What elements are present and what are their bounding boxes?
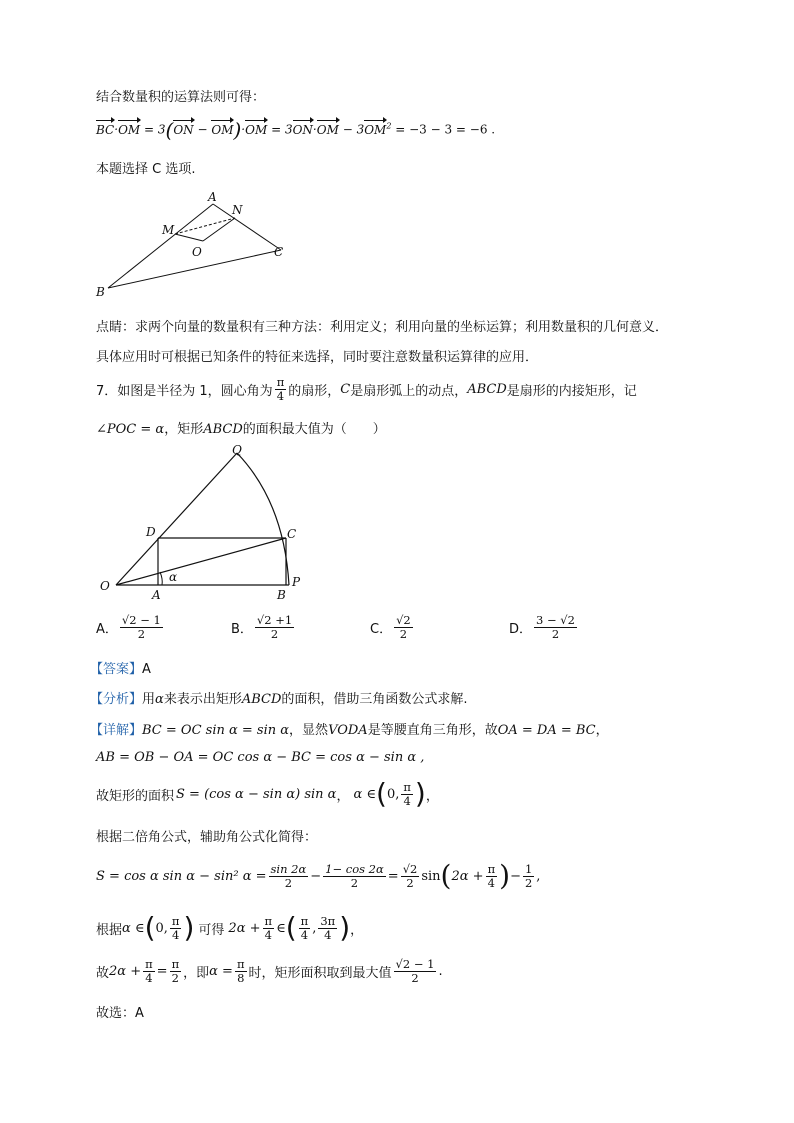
vec-on-2: ON xyxy=(292,122,313,137)
vec-om-2: OM xyxy=(211,122,234,137)
label-c: C xyxy=(274,245,284,259)
coef-3: 3 xyxy=(157,122,166,137)
label-a2: A xyxy=(152,588,161,602)
label-b: B xyxy=(96,285,105,299)
vec-om-4: OM xyxy=(316,122,339,137)
angle-arc xyxy=(160,572,162,585)
answer-text: A xyxy=(142,662,151,677)
detail-line-1: 【详解】BC = OC sin α = sin α，显然VODA是等腰直角三角形，故OA = DA = BC， xyxy=(90,723,609,738)
analysis-tag: 【分析】 xyxy=(90,692,143,707)
option-b[interactable]: B． $\frac{√2 +1}{2}$ xyxy=(231,613,293,641)
detail-line-2: AB = OB − OA = OC cos α − BC = cos α − sin α , xyxy=(96,750,425,765)
question-7-line-1 xyxy=(96,376,637,403)
choose-line: 本题选择 C 选项. xyxy=(96,162,196,177)
label-alpha: α xyxy=(169,570,178,584)
triangle-figure xyxy=(92,188,302,300)
final-answer-line: 故选：A xyxy=(96,1006,144,1021)
answer-line xyxy=(90,658,151,677)
detail-line-6: 根据 α ∈ ( 0, $\frac{\pi}{4}$ ) 可得 2α + $\frac{\pi}{4}$ ∈ ( $\frac{\pi}{4}$ , $\frac{3\pi}{4}$ ) ， xyxy=(96,911,364,944)
coef-3b: 3 xyxy=(284,122,293,137)
label-n: N xyxy=(232,203,243,217)
sector-arc xyxy=(237,453,289,585)
vector-eq-result: = −3 − 3 = −6 . xyxy=(391,122,496,137)
seg-mn-dashed xyxy=(175,218,235,234)
label-o2: O xyxy=(100,579,110,593)
vec-on: ON xyxy=(173,122,194,137)
label-c2: C xyxy=(287,527,297,541)
seg-oq xyxy=(116,453,237,585)
vec-om-3: OM xyxy=(245,122,268,137)
label-q: Q xyxy=(232,443,242,457)
detail-line-4: 根据二倍角公式，辅助角公式化简得： xyxy=(96,830,318,845)
q7-line2-text: ，矩形 xyxy=(164,422,204,437)
vector-equation: $BC\cdot OM = 3(ON - OM)\cdot OM = 3ON\cdot OM - 3OM^2 = -3 - 3 = -6$ . xyxy=(96,118,496,142)
detail-tag: 【详解】 xyxy=(90,723,143,738)
option-b-frac: $\frac{√2 +1}{2}$ xyxy=(256,613,293,641)
vec-om-squared: OM xyxy=(364,122,387,137)
detail-line-5: S = cos α sin α − sin² α = $\frac{\sin 2\alpha}{2}$ − $\frac{1- \cos 2\alpha}{2}$ = $\frac{√2}{2}$ sin ( 2α + $\frac{\pi}{4}$ ) − $\frac{1}{2}$ , xyxy=(96,859,541,892)
detail-line-3: 故矩形的面积 S = (cos α − sin α) sin α ， α ∈ ( 0, $\frac{\pi}{4}$ ) ， xyxy=(96,777,439,810)
vec-bc: BC xyxy=(96,122,115,137)
q7-end: 是扇形的内接矩形，记 xyxy=(506,384,637,399)
seg-oc xyxy=(116,538,286,585)
option-c[interactable]: C． $\frac{√2}{2}$ xyxy=(370,613,411,641)
q7-abcd: ABCD xyxy=(467,382,507,397)
vec-om: OM xyxy=(118,122,141,137)
analysis-line: 【分析】用α来表示出矩形ABCD的面积，借助三角函数公式求解. xyxy=(90,692,468,707)
coef-3c: 3 xyxy=(356,122,365,137)
dianjing-line-2: 具体应用时可根据已知条件的特征来选择，同时要注意数量积运算律的应用． xyxy=(96,350,539,365)
q7-mid: 的扇形， xyxy=(288,384,341,399)
label-o: O xyxy=(192,245,202,259)
question-7-line-2 xyxy=(96,418,386,437)
answer-tag: 【答案】 xyxy=(90,662,143,677)
option-d[interactable]: D． $\frac{3 - √2}{2}$ xyxy=(509,613,575,641)
option-a[interactable]: A． $\frac{√2 - 1}{2}$ xyxy=(96,613,161,641)
q7-prefix: 7．如图是半径为 1，圆心角为 xyxy=(96,384,273,399)
label-b2: B xyxy=(277,588,286,602)
detail-line-7: 故 2α + $\frac{\pi}{4}$ = $\frac{\pi}{2}$ ，即 α = $\frac{\pi}{8}$ 时，矩形面积取到最大值 $\frac{√2 - 1}{2}$ . xyxy=(96,957,443,985)
sector-figure xyxy=(96,440,316,606)
label-m: M xyxy=(162,223,175,237)
q7-c-var: C xyxy=(340,382,351,397)
label-d: D xyxy=(146,525,156,539)
option-c-frac: $\frac{√2}{2}$ xyxy=(396,613,411,641)
option-d-frac: $\frac{3 - √2}{2}$ xyxy=(536,613,575,641)
dianjing-line-1: 点睛：求两个向量的数量积有三种方法：利用定义；利用向量的坐标运算；利用数量积的几何意义． xyxy=(96,320,669,335)
q7-c-text: 是扇形弧上的动点， xyxy=(350,384,468,399)
label-a: A xyxy=(208,190,217,204)
label-p: P xyxy=(292,575,301,589)
seg-mo xyxy=(175,234,203,241)
option-a-frac: $\frac{√2 - 1}{2}$ xyxy=(121,613,161,641)
q7-angle: ∠POC = α xyxy=(96,422,165,437)
intro-line: 结合数量积的运算法则可得： xyxy=(96,90,266,105)
q7-line2-end: 的面积最大值为（ ） xyxy=(242,422,386,437)
seg-on xyxy=(203,218,235,241)
q7-angle-frac: $\frac{\pi}{4}$ xyxy=(276,375,285,403)
q7-line2-abcd: ABCD xyxy=(203,422,243,437)
